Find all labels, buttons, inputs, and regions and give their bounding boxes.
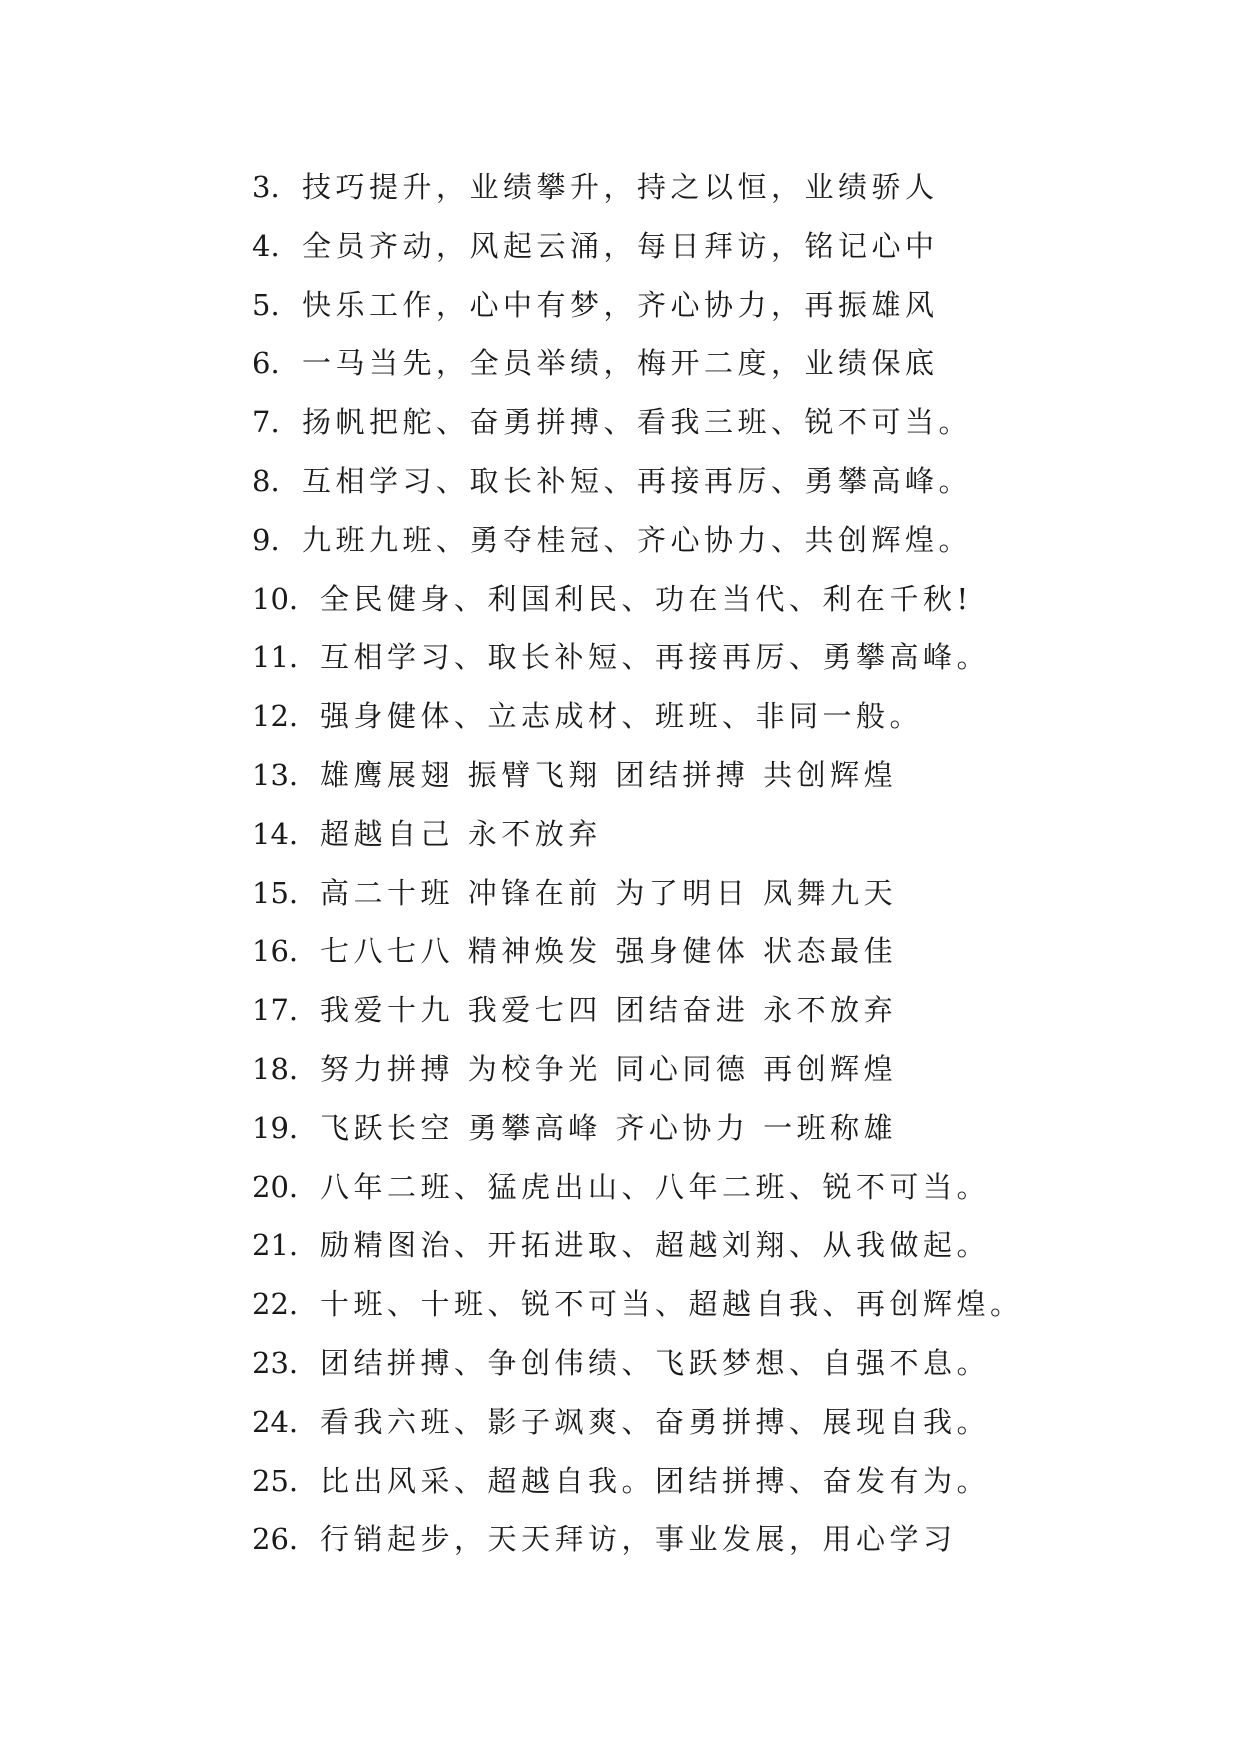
item-number: 10. xyxy=(252,581,299,616)
item-text: 扬帆把舵、奋勇拼搏、看我三班、锐不可当。 xyxy=(302,405,973,440)
list-item xyxy=(252,158,1024,217)
item-text: 全员齐动，风起云涌，每日拜访，铭记心中 xyxy=(302,228,939,263)
item-text: 励精图治、开拓进取、超越刘翔、从我做起。 xyxy=(320,1228,991,1263)
list-item xyxy=(252,628,1024,687)
item-number: 3. xyxy=(252,170,280,204)
item-number: 9. xyxy=(252,522,280,557)
item-number: 13. xyxy=(252,757,299,792)
item-number: 26. xyxy=(252,1522,299,1557)
item-number: 7. xyxy=(252,405,280,440)
list-item xyxy=(252,334,1024,393)
list-item xyxy=(252,276,1024,335)
list-item xyxy=(252,1452,1024,1511)
item-number: 25. xyxy=(252,1463,299,1498)
item-text: 雄鹰展翅 振臂飞翔 团结拼搏 共创辉煌 xyxy=(320,757,898,792)
item-number: 5. xyxy=(252,287,280,322)
list-item xyxy=(252,1158,1024,1217)
list-item xyxy=(252,687,1024,746)
list-item xyxy=(252,1334,1024,1393)
item-number: 22. xyxy=(252,1287,299,1322)
slogan-list xyxy=(252,158,1024,1569)
item-text: 努力拼搏 为校争光 同心同德 再创辉煌 xyxy=(320,1051,898,1086)
item-text: 我爱十九 我爱七四 团结奋进 永不放弃 xyxy=(320,993,898,1028)
item-text: 十班、十班、锐不可当、超越自我、再创辉煌。 xyxy=(320,1287,1024,1322)
item-text: 一马当先，全员举绩，梅开二度，业绩保底 xyxy=(302,346,939,381)
item-text: 团结拼搏、争创伟绩、飞跃梦想、自强不息。 xyxy=(320,1345,991,1380)
item-text: 比出风采、超越自我。团结拼搏、奋发有为。 xyxy=(320,1463,991,1498)
list-item xyxy=(252,1040,1024,1099)
item-text: 全民健身、利国利民、功在当代、利在千秋! xyxy=(320,581,973,616)
item-text: 看我六班、影子飒爽、奋勇拼搏、展现自我。 xyxy=(320,1404,991,1439)
list-item xyxy=(252,452,1024,511)
list-item xyxy=(252,1393,1024,1452)
item-number: 24. xyxy=(252,1404,299,1439)
list-item xyxy=(252,217,1024,276)
list-item xyxy=(252,746,1024,805)
item-number: 6. xyxy=(252,346,280,381)
item-text: 七八七八 精神焕发 强身健体 状态最佳 xyxy=(320,934,898,969)
item-text: 行销起步，天天拜访，事业发展，用心学习 xyxy=(320,1522,957,1557)
list-item xyxy=(252,1216,1024,1275)
item-text: 八年二班、猛虎出山、八年二班、锐不可当。 xyxy=(320,1169,991,1204)
item-text: 高二十班 冲锋在前 为了明日 凤舞九天 xyxy=(320,875,898,910)
list-item xyxy=(252,1510,1024,1569)
item-text: 超越自己 永不放弃 xyxy=(320,816,602,851)
list-item xyxy=(252,393,1024,452)
item-text: 强身健体、立志成材、班班、非同一般。 xyxy=(320,699,924,734)
list-item xyxy=(252,1099,1024,1158)
item-number: 4. xyxy=(252,228,280,263)
list-item xyxy=(252,981,1024,1040)
item-number: 14. xyxy=(252,816,299,851)
list-item xyxy=(252,511,1024,570)
list-item xyxy=(252,805,1024,864)
item-number: 18. xyxy=(252,1051,299,1086)
item-number: 11. xyxy=(252,640,299,675)
item-text: 互相学习、取长补短、再接再厉、勇攀高峰。 xyxy=(320,640,991,675)
list-item xyxy=(252,864,1024,923)
item-text: 快乐工作，心中有梦，齐心协力，再振雄风 xyxy=(302,287,939,322)
list-item xyxy=(252,922,1024,981)
item-number: 16. xyxy=(252,934,299,969)
item-number: 23. xyxy=(252,1345,299,1380)
item-number: 20. xyxy=(252,1169,299,1204)
item-number: 17. xyxy=(252,993,299,1028)
item-number: 19. xyxy=(252,1110,299,1145)
item-text: 飞跃长空 勇攀高峰 齐心协力 一班称雄 xyxy=(320,1110,898,1145)
item-number: 8. xyxy=(252,463,280,498)
item-number: 12. xyxy=(252,699,299,734)
item-text: 九班九班、勇夺桂冠、齐心协力、共创辉煌。 xyxy=(302,522,973,557)
list-item xyxy=(252,570,1024,629)
item-number: 15. xyxy=(252,875,299,910)
list-item xyxy=(252,1275,1024,1334)
item-text: 互相学习、取长补短、再接再厉、勇攀高峰。 xyxy=(302,463,973,498)
item-text: 技巧提升，业绩攀升，持之以恒，业绩骄人 xyxy=(302,170,939,204)
item-number: 21. xyxy=(252,1228,299,1263)
